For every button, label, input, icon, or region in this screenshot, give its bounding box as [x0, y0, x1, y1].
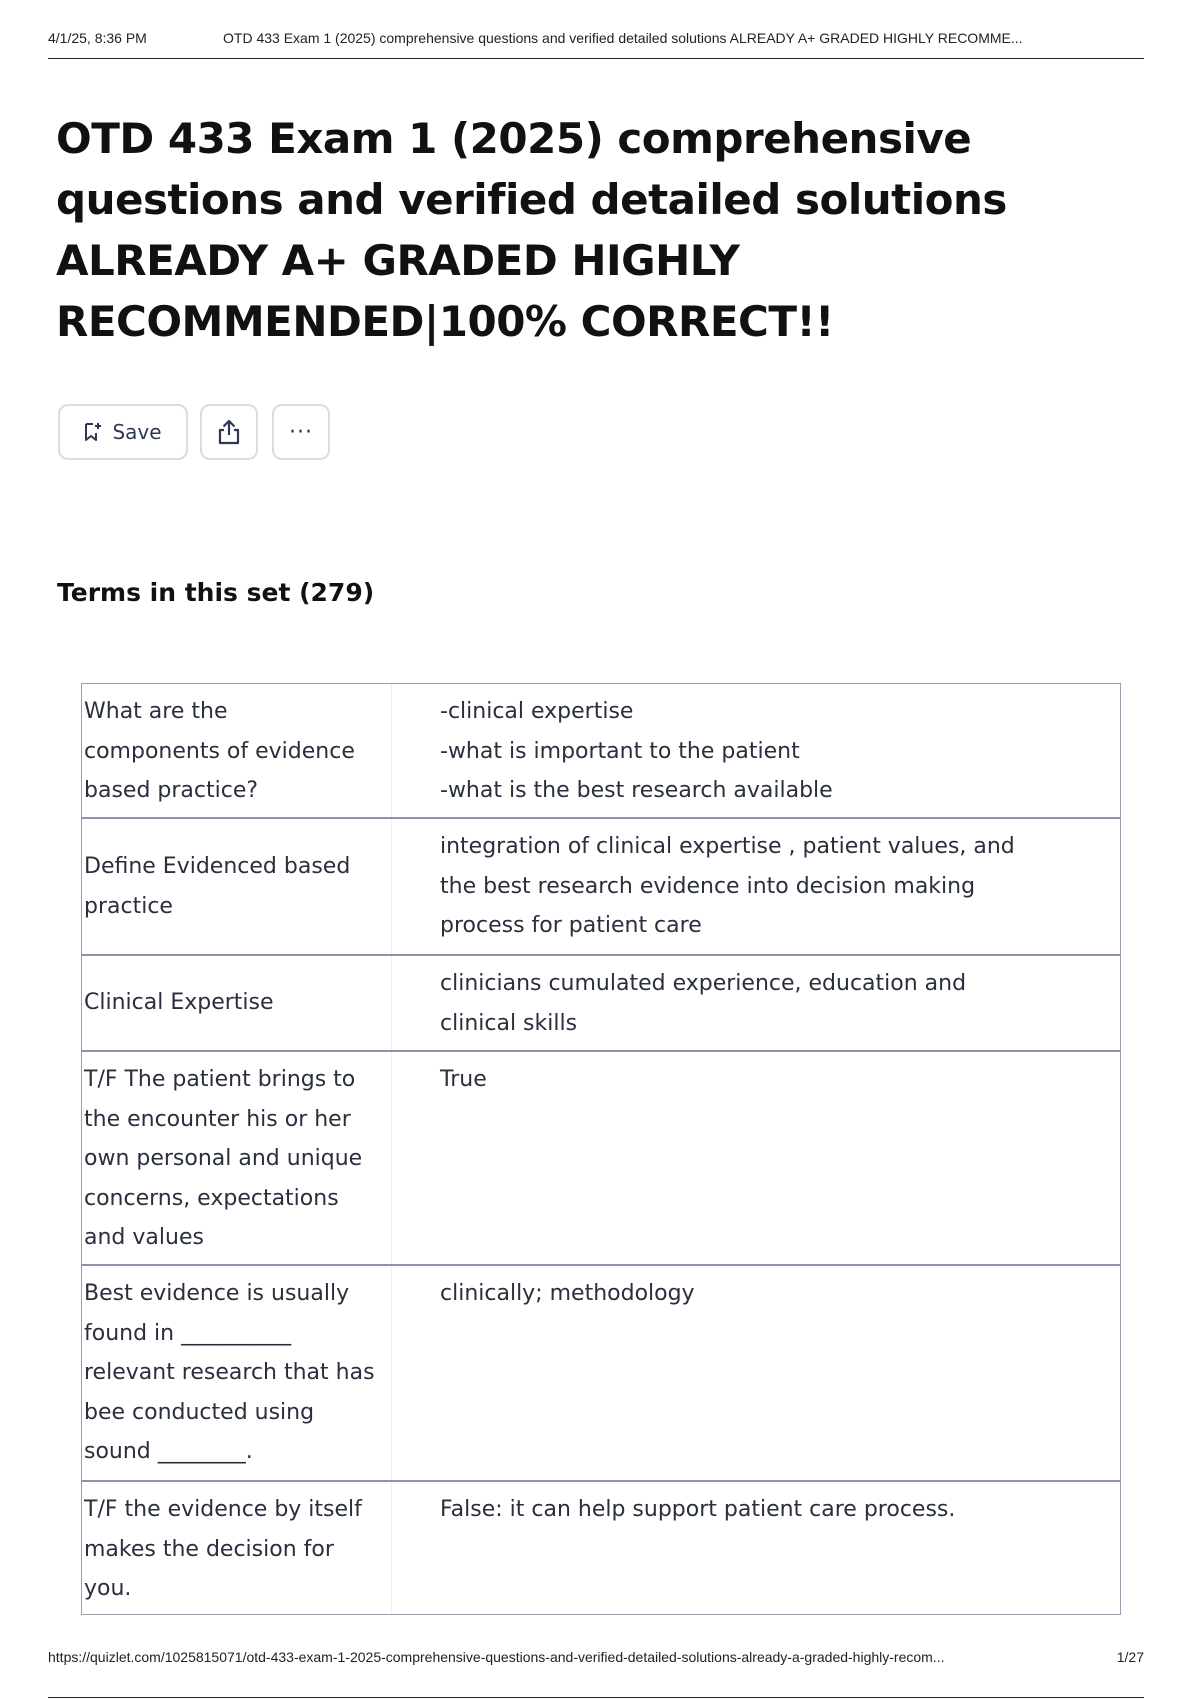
- term-row: [82, 1264, 1120, 1480]
- print-doc-title: OTD 433 Exam 1 (2025) comprehensive questions and verified detailed solutions ALREADY A+ GRADED HIGHLY RECOMME...: [223, 30, 1023, 46]
- term-row: [82, 954, 1120, 1050]
- terms-heading: Terms in this set (279): [57, 578, 375, 607]
- definition-text: True: [440, 1067, 487, 1092]
- save-button[interactable]: [58, 404, 188, 460]
- term-row: [82, 684, 1120, 817]
- term-text: Best evidence is usually found in __________ relevant research that has bee conducted using sound ________.: [82, 1266, 392, 1480]
- page-number: 1/27: [1116, 1649, 1144, 1665]
- print-footer: [48, 1649, 1144, 1698]
- term-text: T/F The patient brings to the encounter his or her own personal and unique concerns, expectations and values: [82, 1052, 392, 1264]
- share-button[interactable]: [200, 404, 258, 460]
- term-row: [82, 1050, 1120, 1264]
- share-icon: [216, 418, 242, 446]
- term-text: Define Evidenced based practice: [82, 819, 392, 954]
- terms-table: [81, 683, 1121, 1615]
- definition-text: clinicians cumulated experience, education and clinical skills: [440, 971, 967, 1036]
- term-row: [82, 1480, 1120, 1614]
- term-text: T/F the evidence by itself makes the decision for you.: [82, 1482, 392, 1614]
- print-header: [48, 30, 1144, 59]
- definition-text: clinically; methodology: [440, 1281, 695, 1306]
- page-title: OTD 433 Exam 1 (2025) comprehensive questions and verified detailed solutions ALREADY A+ GRADED HIGHLY RECOMMENDED|100% CORRECT!!: [56, 114, 1007, 346]
- term-text: Clinical Expertise: [82, 956, 392, 1050]
- print-date: 4/1/25, 8:36 PM: [48, 30, 147, 46]
- term-text: What are the components of evidence based practice?: [82, 684, 392, 817]
- more-icon: ···: [289, 419, 313, 445]
- definition-text: integration of clinical expertise , patient values, and the best research evidence into decision making process for patient care: [440, 834, 1015, 938]
- term-row: [82, 817, 1120, 954]
- definition-text: -clinical expertise -what is important to the patient -what is the best research available: [440, 699, 833, 803]
- more-options-button[interactable]: [272, 404, 330, 460]
- bookmark-add-icon: [84, 422, 102, 442]
- save-button-label: Save: [112, 420, 162, 444]
- definition-text: False: it can help support patient care process.: [440, 1497, 956, 1522]
- print-url: https://quizlet.com/1025815071/otd-433-exam-1-2025-comprehensive-questions-and-verified-detailed-solutions-already-a-graded-highly-recom...: [48, 1649, 945, 1665]
